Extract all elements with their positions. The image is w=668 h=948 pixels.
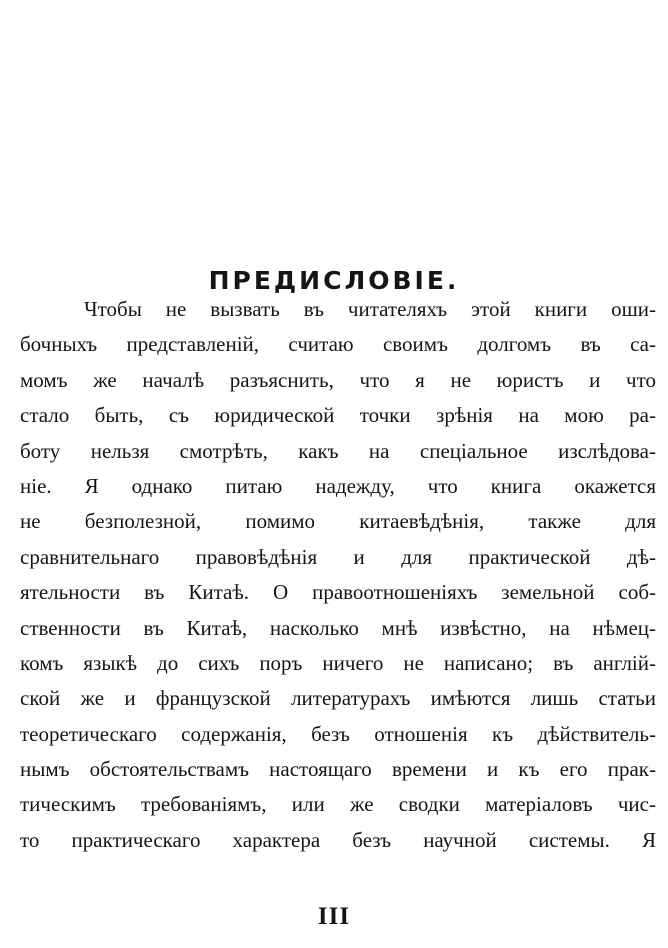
- page-number: III: [317, 903, 351, 930]
- text-line: ятельности въ Китаѣ. О правоотношеніяхъ земельной соб-: [20, 580, 656, 605]
- text-line: бочныхъ представленій, считаю своимъ долгомъ въ са-: [20, 332, 656, 357]
- text-line: теоретическаго содержанія, безъ отношенія къ дѣйствитель-: [20, 721, 656, 746]
- text-line: тическимъ требованіямъ, или же сводки матеріаловъ чис-: [20, 792, 656, 817]
- text-line: момъ же началѣ разъяснить, что я не юристъ и что: [20, 367, 656, 392]
- text-line: комъ языкѣ до сихъ поръ ничего не написано; въ англій-: [20, 650, 656, 675]
- text-line: ской же и французской литературахъ имѣются лишь статьи: [20, 686, 656, 711]
- text-line: ственности въ Китаѣ, насколько мнѣ извѣстно, на нѣмец-: [20, 615, 656, 640]
- text-line: то практическаго характера безъ научной системы. Я: [20, 827, 656, 852]
- text-line: Чтобы не вызвать въ читателяхъ этой книги оши-: [84, 297, 656, 321]
- text-line: сравнительнаго правовѣдѣнія и для практической дѣ-: [20, 544, 656, 569]
- text-line: нымъ обстоятельствамъ настоящаго времени и къ его прак-: [20, 757, 656, 782]
- text-line: стало быть, съ юридической точки зрѣнія на мою ра-: [20, 403, 656, 428]
- text-line: боту нельзя смотрѣть, какъ на спеціальное изслѣдова-: [20, 438, 656, 463]
- page-title: ПРЕДИСЛОВІЕ.: [208, 265, 460, 295]
- text-line: не безполезной, помимо китаевѣдѣнія, также для: [20, 509, 656, 534]
- preface-text: [20, 292, 656, 858]
- text-line: ніе. Я однако питаю надежду, что книга окажется: [20, 473, 656, 498]
